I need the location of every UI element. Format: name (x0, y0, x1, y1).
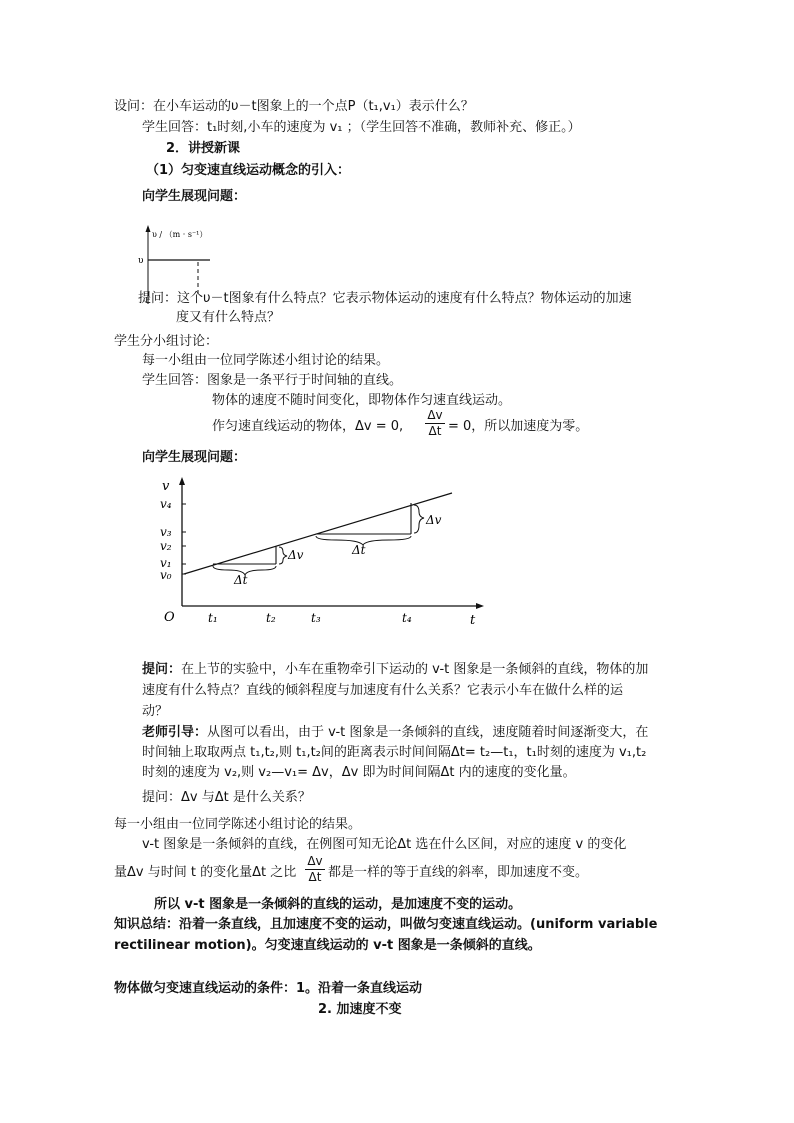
chart2-delta-t-small: Δt (234, 573, 248, 587)
chart2-delta-t-large: Δt (352, 543, 366, 557)
chart2-y-tick-v4: v₄ (160, 497, 172, 511)
fraction-denominator: Δt (308, 870, 322, 884)
chart2-delta-v-large: Δv (426, 513, 442, 527)
chart2-x-tick-t4: t₄ (402, 611, 412, 625)
section-2-heading: 2．讲授新课 (166, 141, 241, 156)
chart2-y-tick-v3: v₃ (160, 525, 172, 539)
answer-3-post: = 0，所以加速度为零。 (448, 419, 589, 434)
group-each-report-2: 每一小组由一位同学陈述小组讨论的结果。 (114, 817, 362, 832)
conclusion: 所以 v-t 图象是一条倾斜的直线的运动，是加速度不变的运动。 (154, 897, 522, 912)
fraction-dv-dt-2 (305, 854, 325, 885)
chart2-delta-v-small: Δv (288, 548, 304, 562)
teacher-guide-line-3: 时刻的速度为 v₂,则 v₂—v₁= Δv，Δv 即为时间间隔Δt 内的速度的变化量。 (142, 765, 576, 780)
answer-2: 物体的速度不随时间变化，即物体作匀速直线运动。 (212, 393, 512, 408)
answer-3-pre: 作匀速直线运动的物体，Δv = 0, (212, 419, 404, 434)
intro-question: 设问：在小车运动的υ－t图象上的一个点P（t₁,v₁）表示什么？ (114, 99, 474, 114)
knowledge-summary-line-1: 知识总结：沿着一条直线，且加速度不变的运动，叫做匀变速直线运动。(uniform variable (114, 917, 658, 932)
chart-uniform-acceleration (156, 472, 496, 630)
chart2-y-tick-v2: v₂ (160, 539, 172, 553)
fraction-denominator: Δt (428, 424, 442, 438)
discussion-line-1: v-t 图象是一条倾斜的直线，在例图可知无论Δt 选在什么区间，对应的速度 v 的变化 (142, 837, 627, 852)
teacher-guide-line-2: 时间轴上取取两点 t₁,t₂,则 t₁,t₂间的距离表示时间间隔Δt= t₂—t₁，t₁时刻的速度为 v₁,t₂ (142, 745, 647, 760)
condition-line-2: 2. 加速度不变 (318, 1002, 402, 1017)
intro-answer: 学生回答：t₁时刻,小车的速度为 v₁ ；（学生回答不准确，教师补充、修正。） (142, 120, 581, 135)
section-2-1-heading: （1）匀变速直线运动概念的引入： (146, 163, 351, 178)
fraction-numerator: Δv (305, 854, 325, 870)
knowledge-summary-line-2: rectilinear motion)。匀变速直线运动的 v-t 图象是一条倾斜的直线。 (114, 938, 541, 953)
chart1-y-axis-label: υ / （m · s⁻¹） (152, 230, 208, 239)
discussion-line-2-post: 都是一样的等于直线的斜率，即加速度不变。 (328, 865, 589, 880)
group-each-report: 每一小组由一位同学陈述小组讨论的结果。 (142, 353, 390, 368)
discussion-line-2-pre: 量Δv 与时间 t 的变化量Δt 之比 (114, 865, 297, 880)
chart2-y-tick-v0: v₀ (160, 568, 172, 582)
show-problem-2: 向学生展现问题： (142, 450, 247, 465)
condition-line-1: 物体做匀变速直线运动的条件：1。沿着一条直线运动 (114, 981, 423, 996)
chart2-x-tick-t3: t₃ (311, 611, 321, 625)
teacher-guide-label: 老师引导： (142, 725, 208, 740)
fraction-dv-dt-1 (425, 408, 445, 439)
chart2-y-tick-v1: v₁ (160, 556, 172, 570)
question-1-line-a: 提问：这个υ－t图象有什么特点？它表示物体运动的速度有什么特点？物体运动的加速 (138, 291, 632, 306)
question-3: 提问：Δv 与Δt 是什么关系？ (142, 790, 311, 805)
question-2-label: 提问： (142, 662, 182, 677)
chart2-x-axis-label: t (470, 613, 476, 628)
question-2-line-a: 在上节的实验中，小车在重物牵引下运动的 v-t 图象是一条倾斜的直线，物体的加 (181, 662, 649, 677)
chart1-y-tick: υ (138, 256, 144, 266)
answer-1: 学生回答：图象是一条平行于时间轴的直线。 (142, 373, 403, 388)
chart2-x-tick-t2: t₂ (266, 611, 276, 625)
chart2-y-axis-label: v (162, 479, 170, 494)
group-discussion: 学生分小组讨论： (114, 334, 219, 349)
question-2-line-c: 动？ (142, 704, 169, 719)
teacher-guide-line-1: 从图可以看出，由于 v-t 图象是一条倾斜的直线，速度随着时间逐渐变大，在 (207, 725, 649, 740)
chart2-origin: O (164, 610, 175, 625)
chart2-x-tick-t1: t₁ (208, 611, 218, 625)
question-2-line-b: 速度有什么特点？直线的倾斜程度与加速度有什么关系？它表示小车在做什么样的运 (142, 683, 624, 698)
fraction-numerator: Δv (425, 408, 445, 424)
show-problem-1: 向学生展现问题： (142, 189, 247, 204)
question-1-line-b: 度又有什么特点？ (176, 310, 281, 325)
